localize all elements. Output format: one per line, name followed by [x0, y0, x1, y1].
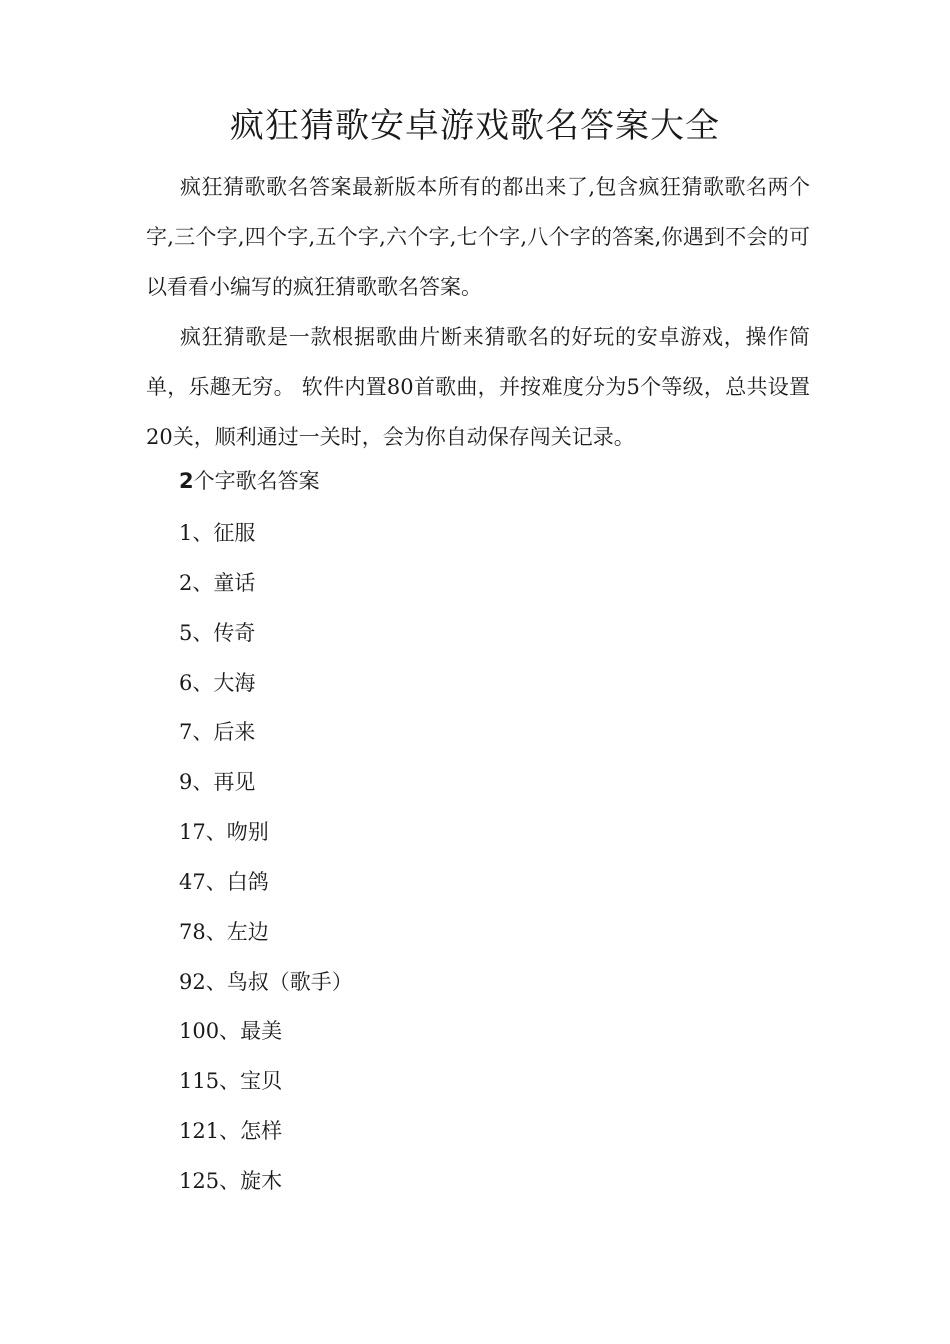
section-heading — [179, 456, 320, 506]
answer-item: 92、鸟叔（歌手） — [179, 969, 353, 994]
section-heading-text: 个字歌名答案 — [193, 469, 320, 493]
answer-item: 2、童话 — [179, 570, 256, 595]
answer-item: 125、旋木 — [179, 1168, 283, 1193]
document-title: 疯狂猜歌安卓游戏歌名答案大全 — [230, 106, 720, 146]
intro-paragraph: 疯狂猜歌歌名答案最新版本所有的都出来了,包含疯狂猜歌歌名两个字,三个字,四个字,五个字,六个字,七个字,八个字的答案,你遇到不会的可以看看小编写的疯狂猜歌歌名答案。 — [146, 175, 810, 299]
answer-item: 100、最美 — [179, 1019, 283, 1044]
answer-item: 7、后来 — [179, 720, 256, 745]
answer-item: 6、大海 — [179, 670, 256, 695]
answer-item: 17、吻别 — [179, 820, 269, 845]
description-paragraph: 疯狂猜歌是一款根据歌曲片断来猜歌名的好玩的安卓游戏，操作简单，乐趣无穷。 软件内置80首歌曲，并按难度分为5个等级，总共设置20关，顺利通过一关时，会为你自动保存闯关记录。 — [146, 325, 810, 449]
answer-item: 9、再见 — [179, 770, 256, 795]
section-heading-number: 2 — [179, 469, 194, 493]
answer-item: 121、怎样 — [179, 1119, 283, 1144]
answer-item: 5、传奇 — [179, 620, 256, 645]
answer-item: 78、左边 — [179, 919, 269, 944]
answer-item: 115、宝贝 — [179, 1069, 283, 1094]
answer-item: 1、征服 — [179, 521, 256, 545]
answer-item: 47、白鸽 — [179, 869, 269, 894]
answer-list — [179, 509, 353, 1207]
